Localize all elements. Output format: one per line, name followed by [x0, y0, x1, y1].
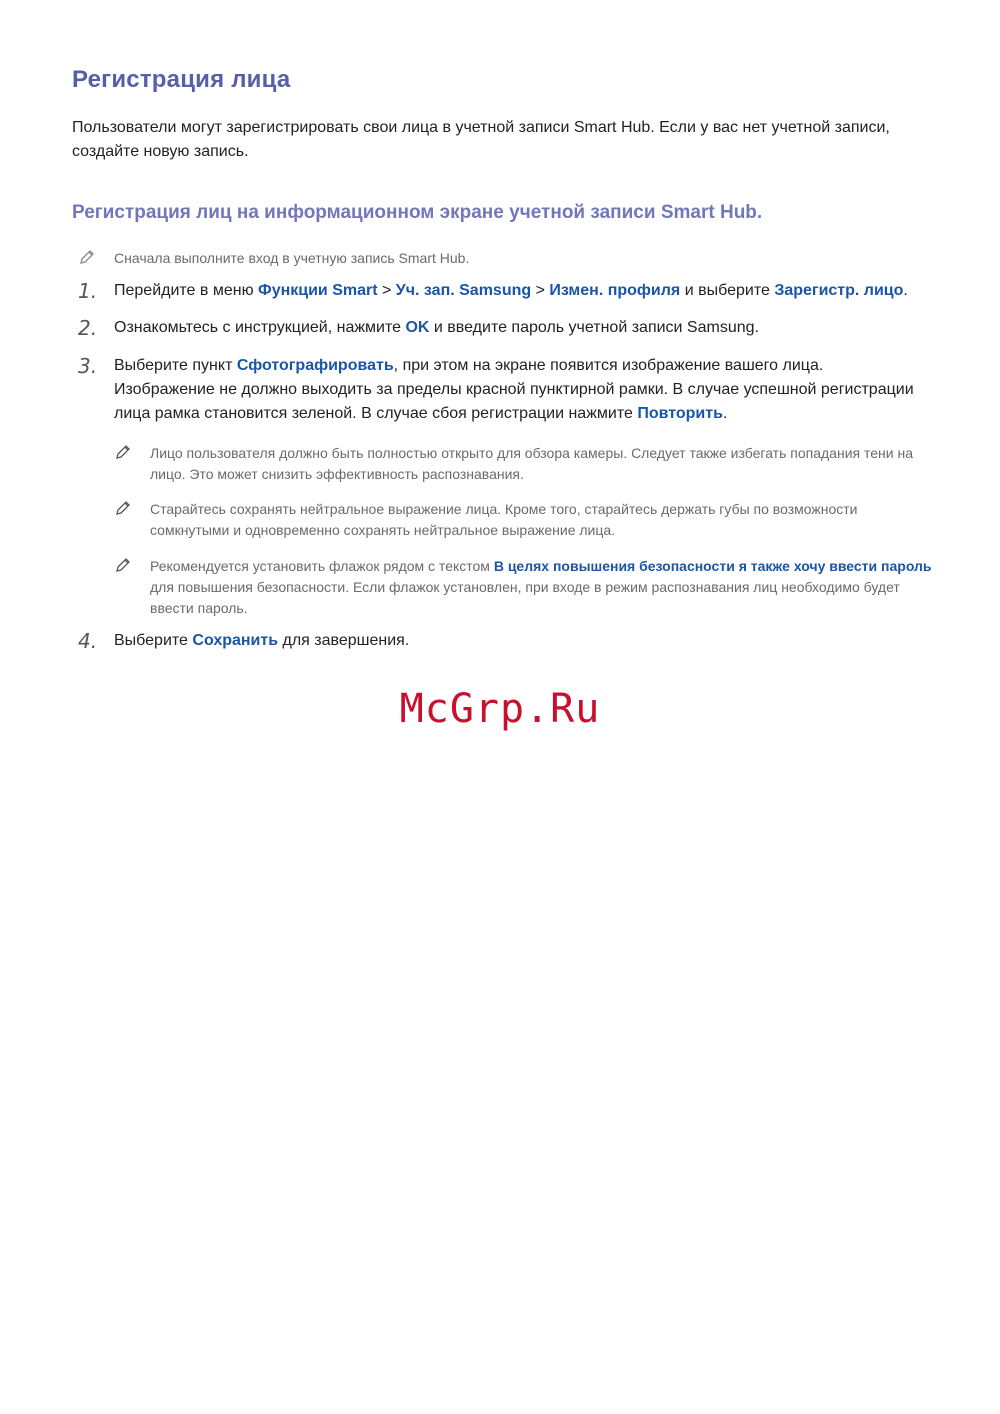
step-3	[78, 354, 914, 426]
step-text: Выберите	[114, 632, 193, 649]
step-text: .	[722, 405, 728, 422]
step-text: >	[377, 282, 396, 299]
sub-note-text: для повышения безопасности. Если флажок установлен, при входе в режим распознавания лиц необходимо будет ввести пароль.	[150, 579, 900, 616]
step-text: и выберите	[680, 282, 775, 299]
step-number: 1.	[78, 279, 98, 303]
step-text: Ознакомьтесь с инструкцией, нажмите	[114, 319, 406, 336]
pencil-icon	[78, 248, 96, 266]
step-text: для завершения.	[278, 632, 410, 649]
step-number: 4.	[78, 629, 98, 653]
page-title: Регистрация лица	[72, 66, 291, 93]
menu-link-register-face[interactable]: Зарегистр. лицо	[774, 282, 904, 299]
pre-note	[114, 248, 469, 269]
step-number: 3.	[78, 354, 98, 378]
step-text: >	[531, 282, 550, 299]
retry-link[interactable]: Повторить	[637, 405, 723, 422]
menu-link-edit-profile[interactable]: Измен. профиля	[549, 282, 681, 299]
sub-note-text: Старайтесь сохранять нейтральное выражение лица. Кроме того, старайтесь держать губы по возможности сомкнутыми и одновременно сохранять нейтральное выражение лица.	[150, 501, 858, 538]
ok-button-link[interactable]: OK	[405, 319, 430, 336]
take-photo-link[interactable]: Сфотографировать	[236, 357, 394, 374]
security-password-option-link[interactable]: В целях повышения безопасности я также хочу ввести пароль	[493, 558, 932, 574]
sub-note-1	[150, 443, 940, 485]
save-link[interactable]: Сохранить	[192, 632, 279, 649]
menu-link-samsung-account[interactable]: Уч. зап. Samsung	[395, 282, 532, 299]
pre-note-text: Сначала выполните вход в учетную запись Smart Hub.	[114, 250, 470, 266]
sub-note-text: Рекомендуется установить флажок рядом с текстом	[150, 558, 494, 574]
step-text: Выберите пункт	[114, 357, 237, 374]
step-text: .	[903, 282, 908, 299]
section-subtitle: Регистрация лиц на информационном экране учетной записи Smart Hub.	[72, 202, 763, 223]
step-4	[78, 629, 934, 653]
menu-link-smart-functions[interactable]: Функции Smart	[258, 282, 378, 299]
pencil-icon	[114, 443, 132, 461]
intro-paragraph: Пользователи могут зарегистрировать свои лица в учетной записи Smart Hub. Если у вас нет учетной записи, создайте новую запись.	[72, 119, 890, 160]
sub-note-text: Лицо пользователя должно быть полностью открыто для обзора камеры. Следует также избегать попадания тени на лицо. Это может снизить эффективность распознавания.	[150, 445, 913, 482]
sub-note-2	[150, 499, 940, 541]
step-text: и введите пароль учетной записи Samsung.	[429, 319, 759, 336]
pencil-icon	[114, 556, 132, 574]
step-1	[78, 279, 934, 303]
watermark: McGrp.Ru	[399, 686, 601, 732]
step-number: 2.	[78, 316, 98, 340]
step-text: Перейдите в меню	[114, 282, 259, 299]
sub-note-3	[150, 556, 940, 619]
step-text: , при этом на экране появится изображение вашего лица. Изображение не должно выходить за пределы красной пунктирной рамки. В случае успешной регистрации лица рамка становится зеленой. В случае сбоя регистрации нажмите	[114, 357, 914, 422]
step-2	[78, 316, 934, 340]
pencil-icon	[114, 499, 132, 517]
